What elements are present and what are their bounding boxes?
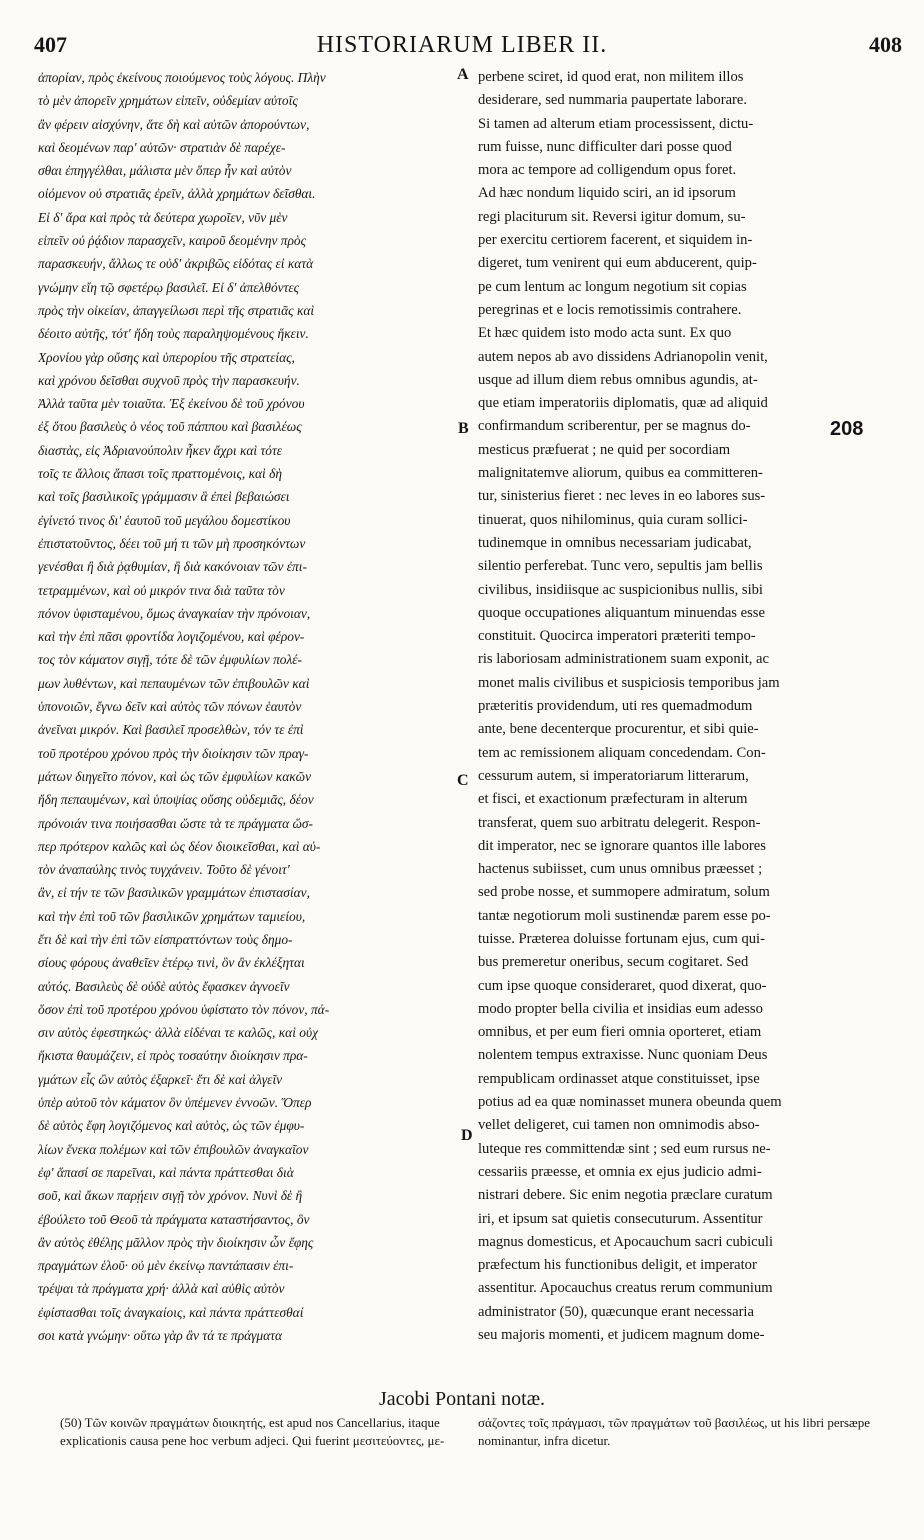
greek-text-line: ἥκιστα θαυμάζειν, εἰ πρὸς τοσαύτην διοίκησιν πρα- xyxy=(38,1048,308,1064)
greek-text-line: αὐτός. Βασιλεὺς δὲ οὐδὲ αὐτὸς ἔφασκεν ἀγνοεῖν xyxy=(38,978,290,994)
margin-page-number: 208 xyxy=(830,418,864,440)
latin-text-line: quoque occupationes aliquantum minuendas esse xyxy=(478,604,765,621)
greek-text-line: Ἀλλὰ ταῦτα μὲν τοιαῦτα. Ἐξ ἐκείνου δὲ τοῦ χρόνου xyxy=(38,396,305,412)
greek-text-line: τὸν ἀναπαύλης τινὸς τυγχάνειν. Τοῦτο δὲ γένοιτ' xyxy=(38,862,290,878)
greek-text-line: πρὸς τὴν οἰκείαν, ἀπαγγείλωσι περὶ τῆς στρατιᾶς καὶ xyxy=(38,302,315,318)
latin-text-line: silentio perferebat. Tunc vero, sepultis jam bellis xyxy=(478,558,763,575)
latin-text-column xyxy=(478,66,890,1347)
latin-text-line: cessariis præesse, et omnia ex ejus judicio admi- xyxy=(478,1163,762,1180)
latin-text-line: ante, bene decenterque procurentur, et sibi quie- xyxy=(478,721,759,738)
greek-text-line: σιν αὐτὸς ἐφεστηκώς· ἀλλὰ εἰδέναι τε καλῶς, καὶ οὐχ xyxy=(38,1025,319,1041)
greek-text-line: Εἰ δ' ἄρα καὶ πρὸς τὰ δεύτερα χωροῖεν, νῦν μὲν xyxy=(38,209,288,225)
greek-text-line: ἐπιστατοῦντος, δέει τοῦ μή τι τῶν μὴ προσηκόντων xyxy=(38,535,306,551)
latin-text-line: seu majoris momenti, et judicem magnum dome- xyxy=(478,1327,765,1344)
greek-text-line: καὶ τὴν ἐπὶ τοῦ τῶν βασιλικῶν χρημάτων ταμιείου, xyxy=(38,908,306,924)
page-header xyxy=(22,30,902,66)
latin-text-line: cessurum autem, si imperatoriarum litterarum, xyxy=(478,767,749,784)
greek-text-line: περ πρότερον καλῶς καὶ ὡς δέον διοικεῖσθαι, καὶ αὐ- xyxy=(38,838,321,854)
greek-text-line: ἐγίνετό τινος δι' ἑαυτοῦ τοῦ μεγάλου δομεστίκου xyxy=(38,512,291,528)
section-marker-a: A xyxy=(457,66,469,83)
latin-text-line: tinuerat, quos nihilominus, quia curam sollici- xyxy=(478,511,748,528)
section-marker-b: B xyxy=(458,420,469,437)
greek-text-line: σοι κατὰ γνώμην· οὕτω γὰρ ἂν τά τε πράγματα xyxy=(38,1328,282,1344)
greek-text-line: ἀπορίαν, πρὸς ἐκείνους ποιούμενος τοὺς λόγους. Πλὴν xyxy=(38,70,326,85)
greek-text-line: ἀνεῖναι μικρόν. Καὶ βασιλεῖ προσελθὼν, τόν τε ἐπὶ xyxy=(38,722,304,738)
latin-text-line: rempublicam ordinasset atque constituisset, ipse xyxy=(478,1070,760,1087)
greek-text-line: ἂν, εἰ τήν τε τῶν βασιλικῶν γραμμάτων ἐπιστασίαν, xyxy=(38,885,310,901)
latin-text-line: iri, et ipsum sat quietis consecuturum. Assentitur xyxy=(478,1210,763,1227)
latin-text-line: et fisci, et exactionum præfecturam in alterum xyxy=(478,791,748,808)
latin-text-line: pe cum lentum ac longum negotium sit copias xyxy=(478,278,747,295)
latin-text-line: administrator (50), quæcunque erant necessaria xyxy=(478,1303,754,1320)
latin-text-line: mora ac tempore ad colligendum opus foret. xyxy=(478,162,737,179)
notes-title: Jacobi Pontani notæ. xyxy=(378,1388,546,1410)
latin-text-line: Et hæc quidem isto modo acta sunt. Ex quo xyxy=(478,325,732,342)
latin-text-line: dit imperator, nec se ignorare quantos ille labores xyxy=(478,837,766,854)
latin-text-line: tuisse. Præterea doluisse fortunam ejus, cum qui- xyxy=(478,930,765,947)
latin-text-line: hactenus subiisset, cum unus omnibus præesset ; xyxy=(478,861,763,878)
greek-text-line: σίους φόρους ἀναθεῖεν ἑτέρῳ τινὶ, ὃν ἂν ἐκλέξηται xyxy=(38,955,305,971)
greek-text-line: ἂν αὐτὸς ἐθέλῃς μᾶλλον πρὸς τὴν διοίκησιν ὧν ἔφης xyxy=(38,1234,314,1250)
latin-text-line: constituit. Quocirca imperatori præteriti tempo- xyxy=(478,628,756,645)
latin-text-line: digeret, tum venirent qui eum abducerent, quip- xyxy=(478,255,757,272)
greek-text-line: τοῦ προτέρου χρόνου πρὸς τὴν διοίκησιν τῶν πραγ- xyxy=(38,745,309,761)
latin-text-line: rum fuisse, nunc difficulter dari posse quod xyxy=(478,138,732,155)
latin-text-line: autem nepos ab avo dissidens Adrianopolin venit, xyxy=(478,348,768,365)
greek-text-line: οἰόμενον οὐ στρατιᾶς ἐρεῖν, ἀλλὰ χρημάτων δεῖσθαι. xyxy=(38,186,316,202)
greek-text-line: ἤδη πεπαυμένων, καὶ ὑποψίας οὔσης οὐδεμιᾶς, δέον xyxy=(38,792,314,808)
greek-text-line: μων λυθέντων, καὶ πεπαυμένων τῶν ἐπιβουλῶν καὶ xyxy=(38,675,310,691)
latin-text-line: sed probe nosse, et summopere admiratum, solum xyxy=(478,884,770,901)
latin-text-line: per exercitu certiorem facerent, et siquidem in- xyxy=(478,232,753,249)
latin-text-line: præfectum his functionibus deligit, et imperator xyxy=(478,1257,757,1274)
greek-text-line: ὅσον ἐπὶ τοῦ προτέρου χρόνου ὑφίστατο τὸν πόνον, πά- xyxy=(38,1001,330,1017)
latin-text-line: modo propter bella civilia et insidias eum adesso xyxy=(478,1000,763,1017)
latin-text-line: potius ad ea quæ nominasset munera obeunda quem xyxy=(478,1094,782,1111)
page-number-left: 407 xyxy=(34,32,67,57)
latin-text-line: ris laboriosam administrationem suam exponit, ac xyxy=(478,651,769,668)
latin-text-line: transferat, quem suo arbitratu delegerit. Respon- xyxy=(478,814,761,831)
greek-text-line: τοῖς τε ἄλλοις ἅπασι τοῖς πραττομένοις, καὶ δὴ xyxy=(38,466,282,482)
greek-text-line: ἂν φέρειν αἰσχύνην, ἅτε δὴ καὶ αὐτῶν ἀπορούντων, xyxy=(38,116,310,132)
greek-text-line: Χρονίου γὰρ οὔσης καὶ ὑπερορίου τῆς στρατείας, xyxy=(38,349,295,365)
greek-text-column xyxy=(38,66,458,1347)
greek-text-line: καὶ χρόνου δεῖσθαι συχνοῦ πρὸς τὴν παρασκευήν. xyxy=(38,372,300,388)
latin-text-line: civilibus, insidiisque ac suspicionibus nullis, sibi xyxy=(478,581,763,598)
latin-text-line: assentitur. Apocauchus creatus rerum communium xyxy=(478,1280,773,1297)
latin-text-line: magnus domesticus, et Apocauchum sacri cubiculi xyxy=(478,1233,774,1250)
latin-text-line: malignitatemve aliorum, quibus ea committeren- xyxy=(478,465,763,482)
latin-text-line: luteque res committendæ sint ; sed eum rursus ne- xyxy=(478,1140,771,1157)
latin-text-line: desiderare, sed nummaria paupertate laborare. xyxy=(478,92,748,109)
latin-text-line: tur, sinisterius fieret : nec leves in eo labores sus- xyxy=(478,488,766,505)
greek-text-line: λίων ἕνεκα πολέμων καὶ τῶν ἐπιβουλῶν ἀναγκαῖον xyxy=(38,1141,309,1157)
latin-text-line: tem ac remissionem aliquam concedendam. Con- xyxy=(478,744,766,761)
greek-text-line: δὲ αὐτὸς ἔφη λογιζόμενος καὶ αὐτὸς, ὡς τῶν ἐμφυ- xyxy=(38,1118,305,1134)
greek-text-line: μάτων διηγεῖτο πόνον, καὶ ὡς τῶν ἐμφυλίων κακῶν xyxy=(38,768,312,784)
latin-text-line: vellet deligeret, cui tamen non omnimodis abso- xyxy=(478,1117,760,1134)
latin-text-line: bus premeretur oneribus, secum cogitaret. Sed xyxy=(478,954,749,971)
greek-text-line: πραγμάτων ἑλοῦ· οὐ μὲν ἐκείνῳ παντάπασιν ἐπι- xyxy=(38,1258,294,1274)
greek-text-line: γνώμην εἴη τῷ σφετέρῳ βασιλεῖ. Εἰ δ' ἀπελθόντες xyxy=(38,279,300,295)
greek-text-line: ἐξ ὅτου βασιλεὺς ὁ νέος τοῦ πάππου καὶ βασιλέως xyxy=(38,419,302,435)
latin-text-line: monet malis civilibus et suspiciosis temporibus jam xyxy=(478,674,780,691)
greek-text-line: ἐβούλετο τοῦ Θεοῦ τὰ πράγματα καταστήσαντος, ὃν xyxy=(38,1211,310,1227)
latin-text-line: cum ipse quoque consideraret, quod dixerat, quo- xyxy=(478,977,767,994)
greek-text-line: ἔτι δὲ καὶ τὴν ἐπὶ τῶν εἰσπραττόντων τοὺς δημο- xyxy=(38,931,293,947)
greek-text-line: παρασκευήν, ἄλλως τε οὐδ' ἀκριβῶς εἰδότας εἰ κατὰ xyxy=(38,256,314,272)
latin-text-line: perbene sciret, id quod erat, non militem illos xyxy=(478,69,744,85)
greek-text-line: εἰπεῖν οὐ ῥᾴδιον παρασχεῖν, καιροῦ δεομένην πρὸς xyxy=(38,233,307,249)
latin-text-line: confirmandum scriberentur, per se magnus do- xyxy=(478,418,751,435)
latin-text-line: mesticus præfuerat ; ne quid per socordiam xyxy=(478,441,731,458)
greek-text-line: ὑπὲρ αὐτοῦ τὸν κάματον ὃν ὑπέμενεν ἐννοῶν. Ὅπερ xyxy=(38,1095,312,1111)
latin-text-line: Si tamen ad alterum etiam processissent, dictu- xyxy=(478,115,754,132)
running-title: HISTORIARUM LIBER II. xyxy=(316,32,608,58)
greek-text-line: γενέσθαι ἢ διὰ ῥᾳθυμίαν, ἢ διὰ κακόνοιαν τῶν ἐπι- xyxy=(38,559,307,575)
greek-text-line: τος τὸν κάματον σιγῇ, τότε δὲ τῶν ἐμφυλίων πολέ- xyxy=(38,652,303,668)
greek-text-line: καὶ τὴν ἐπὶ πᾶσι φροντίδα λογιζομένου, καὶ φέρον- xyxy=(38,629,305,645)
latin-text-line: præteritis providendum, uti res quemadmodum xyxy=(478,698,753,715)
latin-text-line: omnibus, et per eum fieri omnia oporteret, etiam xyxy=(478,1024,762,1041)
greek-text-line: σοῦ, καὶ ἄκων παρῄειν σιγῇ τὸν χρόνον. Νυνὶ δὲ ἢ xyxy=(38,1188,303,1204)
latin-text-line: tudinemque in omnibus necessariam judicabat, xyxy=(478,534,752,551)
note-left: (50) Τῶν κοινῶν πραγμάτων διοικητής, est apud nos Cancellarius, itaque explicationis causa pene hoc verbum adjeci. Qui fuerint μεσιτεύοντες, με- xyxy=(60,1415,445,1448)
greek-text-line: ἐφίστασθαι τοῖς ἀναγκαίοις, καὶ πάντα πράττεσθαί xyxy=(38,1304,304,1320)
latin-text-line: regi placiturum sit. Reversi igitur domum, su- xyxy=(478,208,746,225)
greek-text-line: καὶ τοῖς βασιλικοῖς γράμμασιν ἃ ἐπεὶ βεβαιώσει xyxy=(38,489,290,505)
latin-text-line: tantæ negotiorum moli sustinendæ parem esse po- xyxy=(478,907,771,924)
greek-text-line: ἐφ' ἅπασί σε παρεῖναι, καὶ πάντα πράττεσθαι διὰ xyxy=(38,1164,294,1180)
greek-text-line: καὶ δεομένων παρ' αὐτῶν· στρατιὰν δὲ παρέχε- xyxy=(38,139,286,155)
latin-text-line: Ad hæc nondum liquido sciri, an id ipsorum xyxy=(478,185,736,202)
latin-text-line: nolentem tempus extraxisse. Nunc quoniam Deus xyxy=(478,1047,768,1064)
greek-text-line: γμάτων εἷς ὢν αὐτὸς ἐξαρκεῖ· ἔτι δὲ καὶ ἀλγεῖν xyxy=(38,1071,283,1087)
greek-text-line: διαστὰς, εἰς Ἀδριανούπολιν ἦκεν ἄχρι καὶ τότε xyxy=(38,442,283,458)
page-number-right: 408 xyxy=(869,32,902,57)
greek-text-line: σθαι ἐπηγγέλθαι, μάλιστα μὲν ὅπερ ἦν καὶ αὐτὸν xyxy=(38,163,292,179)
greek-text-line: πόνον ὑφισταμένου, ὅμως ἀναγκαίαν τὴν πρόνοιαν, xyxy=(38,605,311,621)
latin-text-line: que etiam imperatoriis diplomatis, quæ ad aliquid xyxy=(478,395,768,412)
greek-text-line: πρόνοιάν τινα ποιήσασθαι ὥστε τὰ τε πράγματα ὥσ- xyxy=(38,815,313,831)
section-marker-d: D xyxy=(461,1127,473,1144)
latin-text-line: usque ad illum diem rebus omnibus agundis, at- xyxy=(478,371,758,388)
latin-text-line: nistrari debere. Sic enim negotia præclare curatum xyxy=(478,1187,773,1204)
greek-text-line: δέοιτο αὐτῆς, τότ' ἤδη τοὺς παραληψομένους ἥκειν. xyxy=(38,326,309,342)
greek-text-line: τὸ μὲν ἀπορεῖν χρημάτων εἰπεῖν, οὐδεμίαν αὐτοῖς xyxy=(38,93,298,109)
latin-text-line: peregrinas et e locis remotissimis contrahere. xyxy=(478,301,742,318)
greek-text-line: τετραμμένων, καὶ οὐ μικρόν τινα διὰ ταῦτα τὸν xyxy=(38,582,285,598)
note-right: σάζοντες τοῖς πράγμασι, τῶν πραγμάτων τοῦ βασιλέως, ut his libri persæpe nominantur, infra dicetur. xyxy=(478,1415,870,1448)
greek-text-line: ὑπονοιῶν, ἔγνω δεῖν καὶ αὐτὸς τῶν πόνων ἑαυτὸν xyxy=(38,699,302,715)
greek-text-line: τρέψαι τὰ πράγματα χρή· ἀλλὰ καὶ αὐθὶς αὐτὸν xyxy=(38,1281,285,1297)
section-marker-c: C xyxy=(457,772,469,789)
